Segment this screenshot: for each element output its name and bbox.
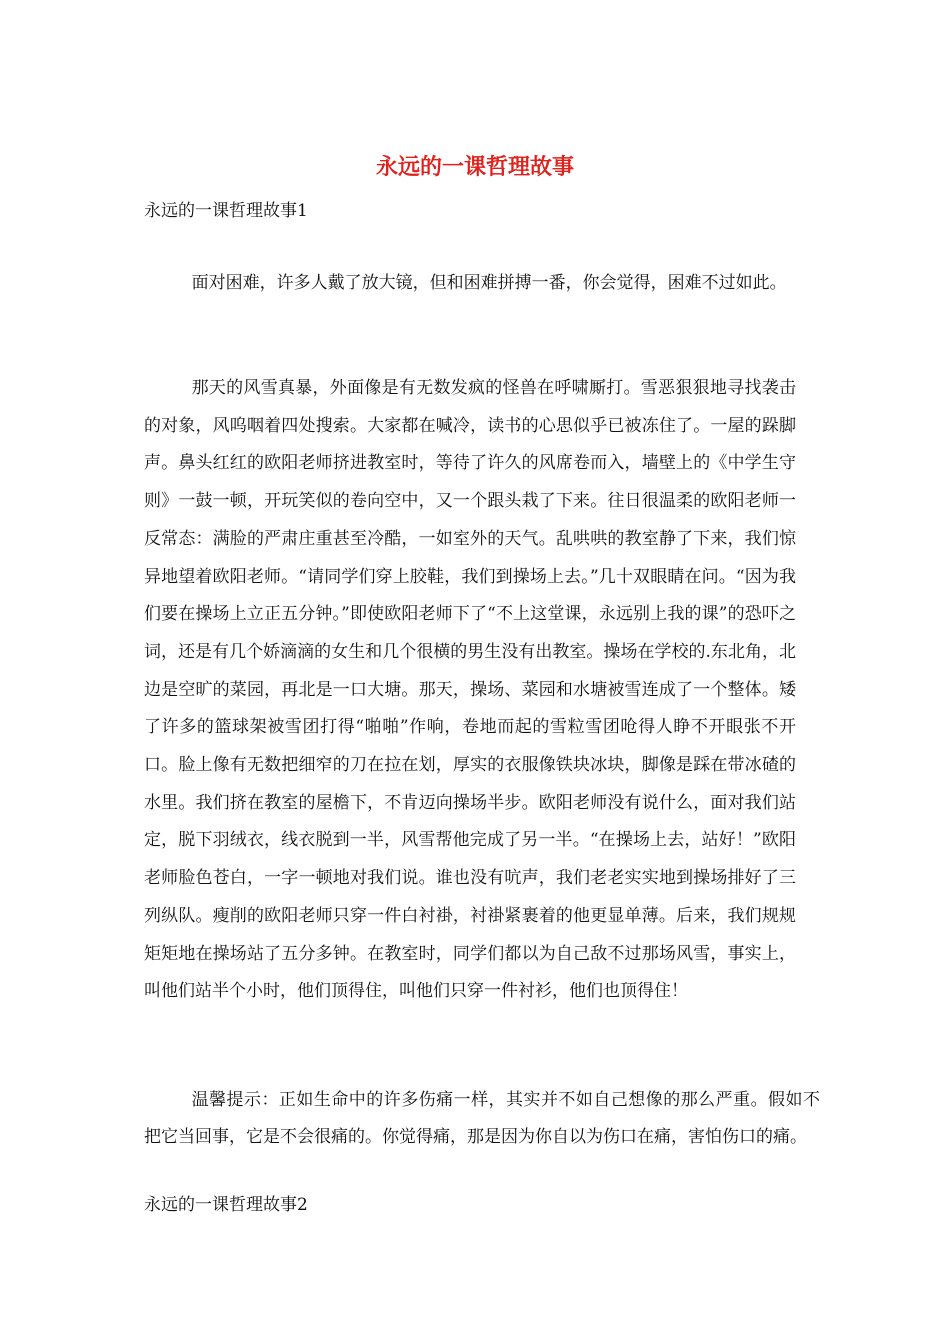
paragraph-intro: 面对困难，许多人戴了放大镜，但和困难拼搏一番，你会觉得，困难不过如此。 — [191, 273, 787, 293]
paragraph-tip: 温馨提示：正如生命中的许多伤痛一样，其实并不如自己想像的那么严重。假如不把它当回事，它是不会很痛的。你觉得痛，那是因为你自以为伤口在痛，害怕伤口的痛。 — [144, 1090, 820, 1147]
paragraph-story: 那天的风雪真暴，外面像是有无数发疯的怪兽在呼啸厮打。雪恶狠狠地寻找袭击的对象，风呜咽着四处搜索。大家都在喊冷，读书的心思似乎已被冻住了。一屋的跺脚声。鼻头红红的欧阳老师挤进教室时，等待了许久的风席卷而入，墙壁上的《中学生守则》一鼓一顿，开玩笑似的卷向空中，又一个跟头栽了下来。往日很温柔的欧阳老师一反常态：满脸的严肃庄重甚至冷酷，一如室外的天气。乱哄哄的教室静了下来，我们惊异地望着欧阳老师。“请同学们穿上胶鞋，我们到操场上去。”几十双眼睛在问。“因为我们要在操场上立正五分钟。”即使欧阳老师下了“不上这堂课，永远别上我的课”的恐吓之词，还是有几个娇滴滴的女生和几个很横的男生没有出教室。操场在学校的.东北角，北边是空旷的菜园，再北是一口大塘。那天，操场、菜园和水塘被雪连成了一个整体。矮了许多的篮球架被雪团打得“啪啪”作响，卷地而起的雪粒雪团呛得人睁不开眼张不开口。脸上像有无数把细窄的刀在拉在划，厚实的衣服像铁块冰块，脚像是踩在带冰碴的水里。我们挤在教室的屋檐下，不肯迈向操场半步。欧阳老师没有说什么，面对我们站定，脱下羽绒衣，线衣脱到一半，风雪帮他完成了另一半。“在操场上去，站好！”欧阳老师脸色苍白，一字一顿地对我们说。谁也没有吭声，我们老老实实地到操场排好了三列纵队。瘦削的欧阳老师只穿一件白衬褂，衬褂紧裹着的他更显单薄。后来，我们规规矩矩地在操场站了五分多钟。在教室时，同学们都以为自己敌不过那场风雪，事实上，叫他们站半个小时，他们顶得住，叫他们只穿一件衬衫，他们也顶得住！ — [144, 378, 796, 1002]
section-heading-1: 永远的一课哲理故事1 — [144, 201, 308, 221]
page-title: 永远的一课哲理故事 — [375, 154, 574, 180]
section-heading-2: 永远的一课哲理故事2 — [144, 1195, 308, 1215]
